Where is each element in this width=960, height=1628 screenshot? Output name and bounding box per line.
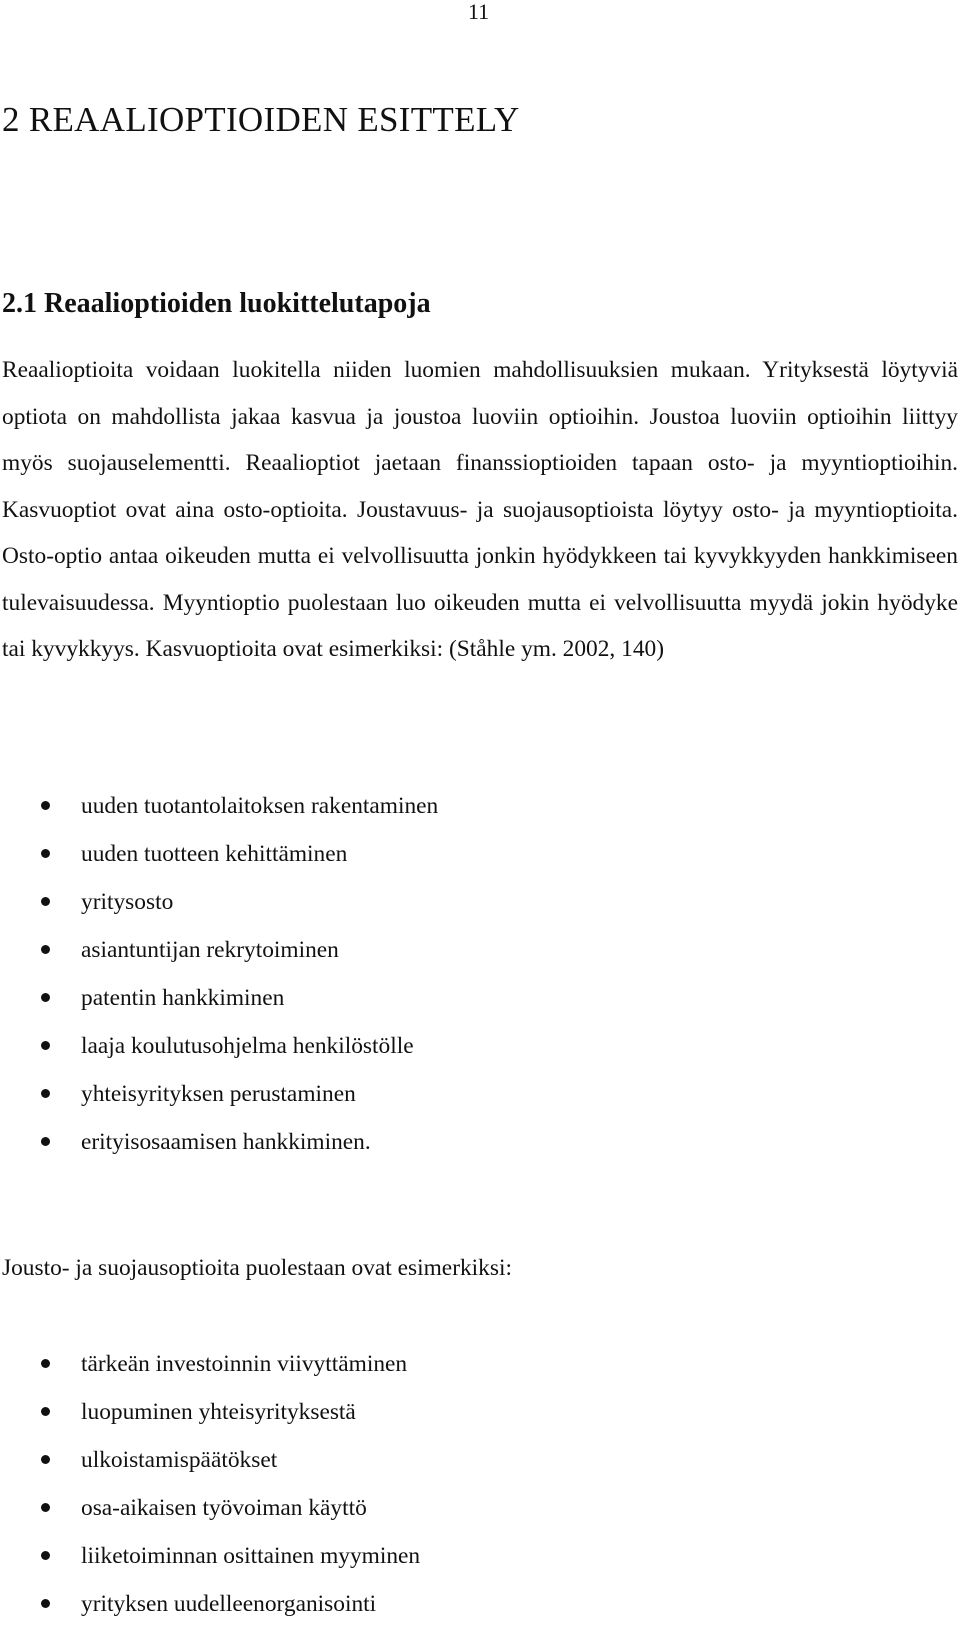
list-item-text: yrityksen uudelleenorganisointi [81, 1591, 377, 1617]
bullet-icon [41, 1089, 50, 1098]
list-item-text: yritysosto [81, 889, 174, 915]
bullet-icon [41, 993, 50, 1002]
bullet-icon [41, 1137, 50, 1146]
bullet-icon [41, 1407, 50, 1416]
bullet-icon [41, 1041, 50, 1050]
chapter-title: 2 REAALIOPTIOIDEN ESITTELY [2, 100, 520, 139]
list-item-text: tärkeän investoinnin viivyttäminen [81, 1351, 408, 1377]
bullet-icon [41, 1599, 50, 1608]
list-item-text: yhteisyrityksen perustaminen [81, 1081, 356, 1107]
bullet-icon [41, 1455, 50, 1464]
list-item-text: patentin hankkiminen [81, 985, 285, 1011]
bullet-icon [41, 801, 50, 810]
bullet-icon [41, 1551, 50, 1560]
section-title: 2.1 Reaalioptioiden luokittelutapoja [2, 288, 431, 319]
body-paragraph: Jousto- ja suojausoptioita puolestaan ovat esimerkiksi: [2, 1255, 512, 1281]
list-item-text: asiantuntijan rekrytoiminen [81, 937, 339, 963]
list-item-text: uuden tuotteen kehittäminen [81, 841, 348, 867]
body-paragraph: Reaalioptioita voidaan luokitella niiden luomien mahdollisuuksien mukaan. Yrityksestä löytyviä optiota on mahdollista jakaa kasvua ja joustoa luoviin optioihin. Joustoa luoviin optioihin liittyy myös suojauselementti. Reaalioptiot jaetaan finanssioptioiden tapaan osto- ja myyntioptioihin. Kasvuoptiot ovat aina osto-optioita. Joustavuus- ja suojausoptioista löytyy osto- ja myyntioptioita. Osto-optio antaa oikeuden mutta ei velvollisuutta jonkin hyödykkeen tai kyvykkyyden hankkimiseen tulevaisuudessa. Myyntioptio puolestaan luo oikeuden mutta ei velvollisuutta myydä jokin hyödyke tai kyvykkyys. Kasvuoptioita ovat esimerkiksi: (Ståhle ym. 2002, 140) [2, 357, 958, 662]
list-item-text: uuden tuotantolaitoksen rakentaminen [81, 793, 439, 819]
list-item-text: ulkoistamispäätökset [81, 1447, 278, 1473]
bullet-icon [41, 897, 50, 906]
page-number: 11 [468, 0, 490, 24]
list-item-text: osa-aikaisen työvoiman käyttö [81, 1495, 367, 1521]
list-item-text: luopuminen yhteisyrityksestä [81, 1399, 356, 1425]
bullet-icon [41, 1359, 50, 1368]
bullet-icon [41, 849, 50, 858]
bullet-icon [41, 1503, 50, 1512]
list-item-text: erityisosaamisen hankkiminen. [81, 1129, 371, 1155]
list-item-text: laaja koulutusohjelma henkilöstölle [81, 1033, 414, 1059]
list-item-text: liiketoiminnan osittainen myyminen [81, 1543, 421, 1569]
bullet-icon [41, 945, 50, 954]
